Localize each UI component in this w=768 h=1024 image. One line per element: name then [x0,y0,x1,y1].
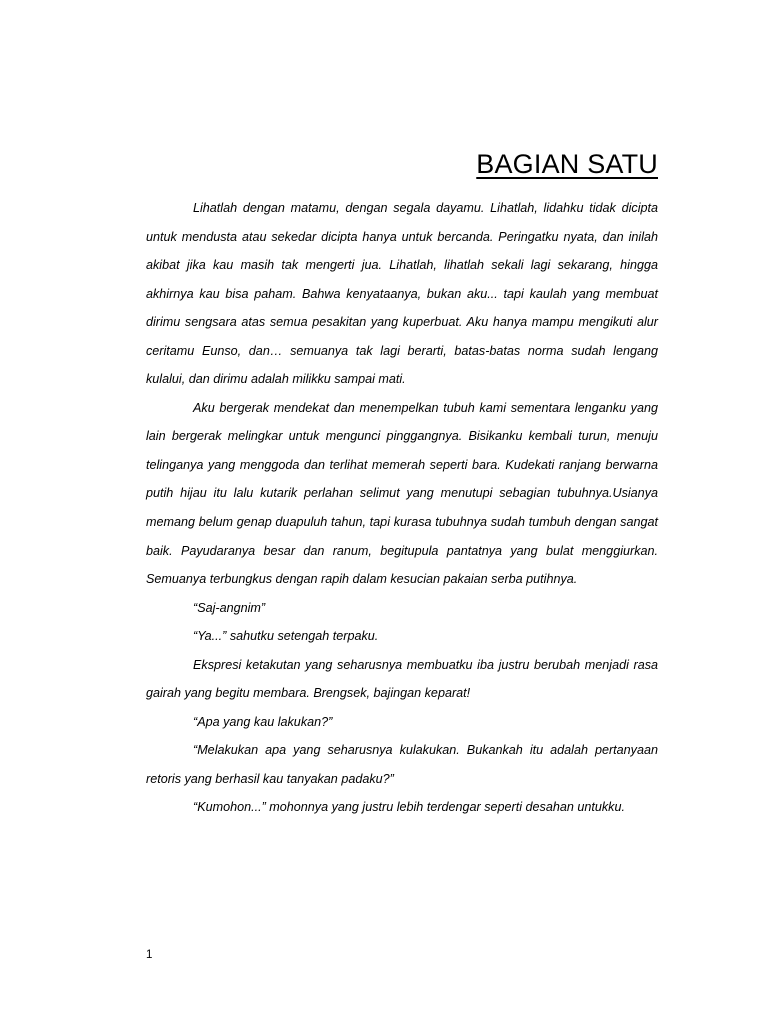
paragraph: “Melakukan apa yang seharusnya kulakukan. Bukankah itu adalah pertanyaan retoris yang berhasil kau tanyakan padaku?” [146,743,658,786]
paragraph: “Saj-angnim” [193,600,266,615]
paragraph: “Kumohon...” mohonnya yang justru lebih terdengar seperti desahan untukku. [193,800,625,815]
paragraph: Ekspresi ketakutan yang seharusnya membuatku iba justru berubah menjadi rasa gairah yang begitu membara. Brengsek, bajingan keparat! [146,657,658,701]
page-number: 1 [146,949,153,961]
paragraph: “Apa yang kau lakukan?” [193,714,333,729]
body-text [146,194,658,822]
paragraph: Aku bergerak mendekat dan menempelkan tubuh kami sementara lenganku yang lain bergerak melingkar untuk mengunci pinggangnya. Bisikanku kembali turun, menuju telinganya yang menggoda dan terlihat memerah seperti bara. Kudekati ranjang berwarna putih hijau itu lalu kutarik perlahan selimut yang menutupi sebagian tubuhnya.Usianya memang belum genap duapuluh tahun, tapi kurasa tubuhnya sudah tumbuh dengan sangat baik. Payudaranya besar dan ranum, begitupula pantatnya yang bulat menggiurkan. Semuanya terbungkus dengan rapih dalam kesucian pakaian serba putihnya. [146,400,658,587]
paragraph: “Ya...” sahutku setengah terpaku. [193,629,379,644]
page-title: BAGIAN SATU [476,149,658,179]
paragraph: Lihatlah dengan matamu, dengan segala dayamu. Lihatlah, lidahku tidak dicipta untuk mendusta atau sekedar dicipta hanya untuk bercanda. Peringatku nyata, dan inilah akibat jika kau masih tak mengerti jua. Lihatlah, lihatlah sekali lagi sekarang, hingga akhirnya kau bisa paham. Bahwa kenyataanya, bukan aku... tapi kaulah yang membuat dirimu sengsara atas semua pesakitan yang kuperbuat. Aku hanya mampu mengikuti alur ceritamu Eunso, dan… semuanya tak lagi berarti, batas-batas norma sudah lengang kulalui, dan dirimu adalah milikku sampai mati. [146,201,658,387]
